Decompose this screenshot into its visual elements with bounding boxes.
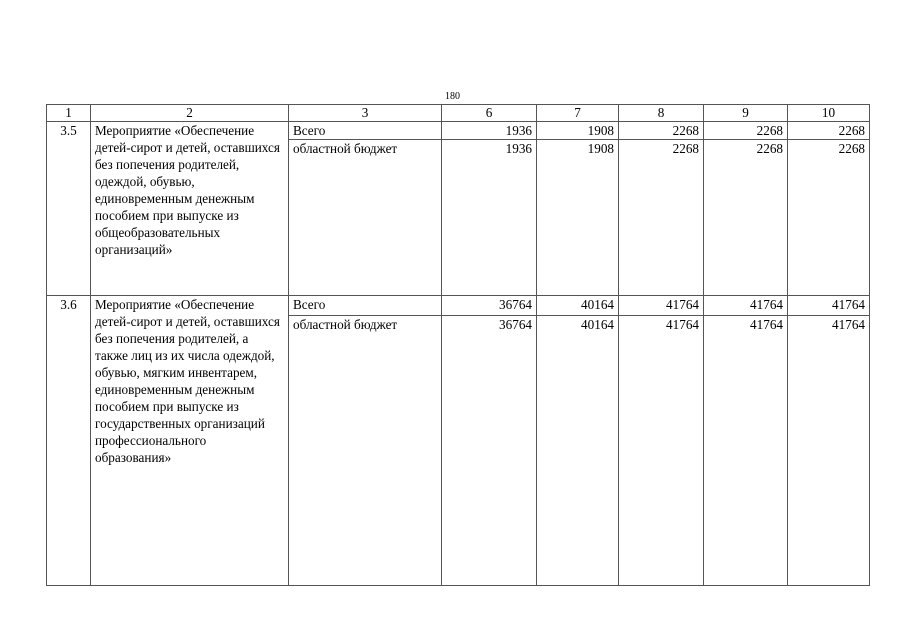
table-cell: 41764 <box>788 316 870 586</box>
table-cell: 40164 <box>537 296 619 316</box>
table-cell: 2268 <box>704 122 788 140</box>
table-cell: 2268 <box>619 122 704 140</box>
column-header: 6 <box>442 105 537 122</box>
measure-description: Мероприятие «Обеспечение детей-сирот и детей, оставшихся без попечения родителей, одеждой, обувью, единовременным денежным пособием при выпуске из общеобразовательных организаций» <box>91 122 289 296</box>
funding-source-label: Всего <box>289 122 442 140</box>
table-cell: 1936 <box>442 122 537 140</box>
table-cell: 40164 <box>537 316 619 586</box>
column-header: 2 <box>91 105 289 122</box>
row-index: 3.5 <box>47 122 91 296</box>
table-cell: 41764 <box>619 296 704 316</box>
funding-source-label: областной бюджет <box>289 140 442 296</box>
table-cell: 41764 <box>704 316 788 586</box>
column-number-header-row <box>47 105 870 122</box>
table-cell: 2268 <box>619 140 704 296</box>
measure-description: Мероприятие «Обеспечение детей-сирот и детей, оставшихся без попечения родителей, а также лиц из их числа одеждой, обувью, мягким инвентарем, единовременным денежным пособием при выпуске из государственных организаций профессионального образования» <box>91 296 289 586</box>
table-cell: 1908 <box>537 122 619 140</box>
table-cell: 41764 <box>619 316 704 586</box>
table-cell: 1936 <box>442 140 537 296</box>
table-cell: 41764 <box>704 296 788 316</box>
table-cell: 2268 <box>704 140 788 296</box>
table-cell: 2268 <box>788 122 870 140</box>
table-cell: 36764 <box>442 296 537 316</box>
table-cell: 1908 <box>537 140 619 296</box>
table-row <box>47 122 870 140</box>
column-header: 7 <box>537 105 619 122</box>
column-header: 1 <box>47 105 91 122</box>
page-number: 180 <box>445 91 460 102</box>
table-cell: 41764 <box>788 296 870 316</box>
column-header: 3 <box>289 105 442 122</box>
table-row <box>47 296 870 316</box>
budget-table <box>46 104 870 586</box>
funding-source-label: Всего <box>289 296 442 316</box>
funding-source-label: областной бюджет <box>289 316 442 586</box>
table-cell: 36764 <box>442 316 537 586</box>
column-header: 9 <box>704 105 788 122</box>
table-cell: 2268 <box>788 140 870 296</box>
row-index: 3.6 <box>47 296 91 586</box>
column-header: 10 <box>788 105 870 122</box>
column-header: 8 <box>619 105 704 122</box>
